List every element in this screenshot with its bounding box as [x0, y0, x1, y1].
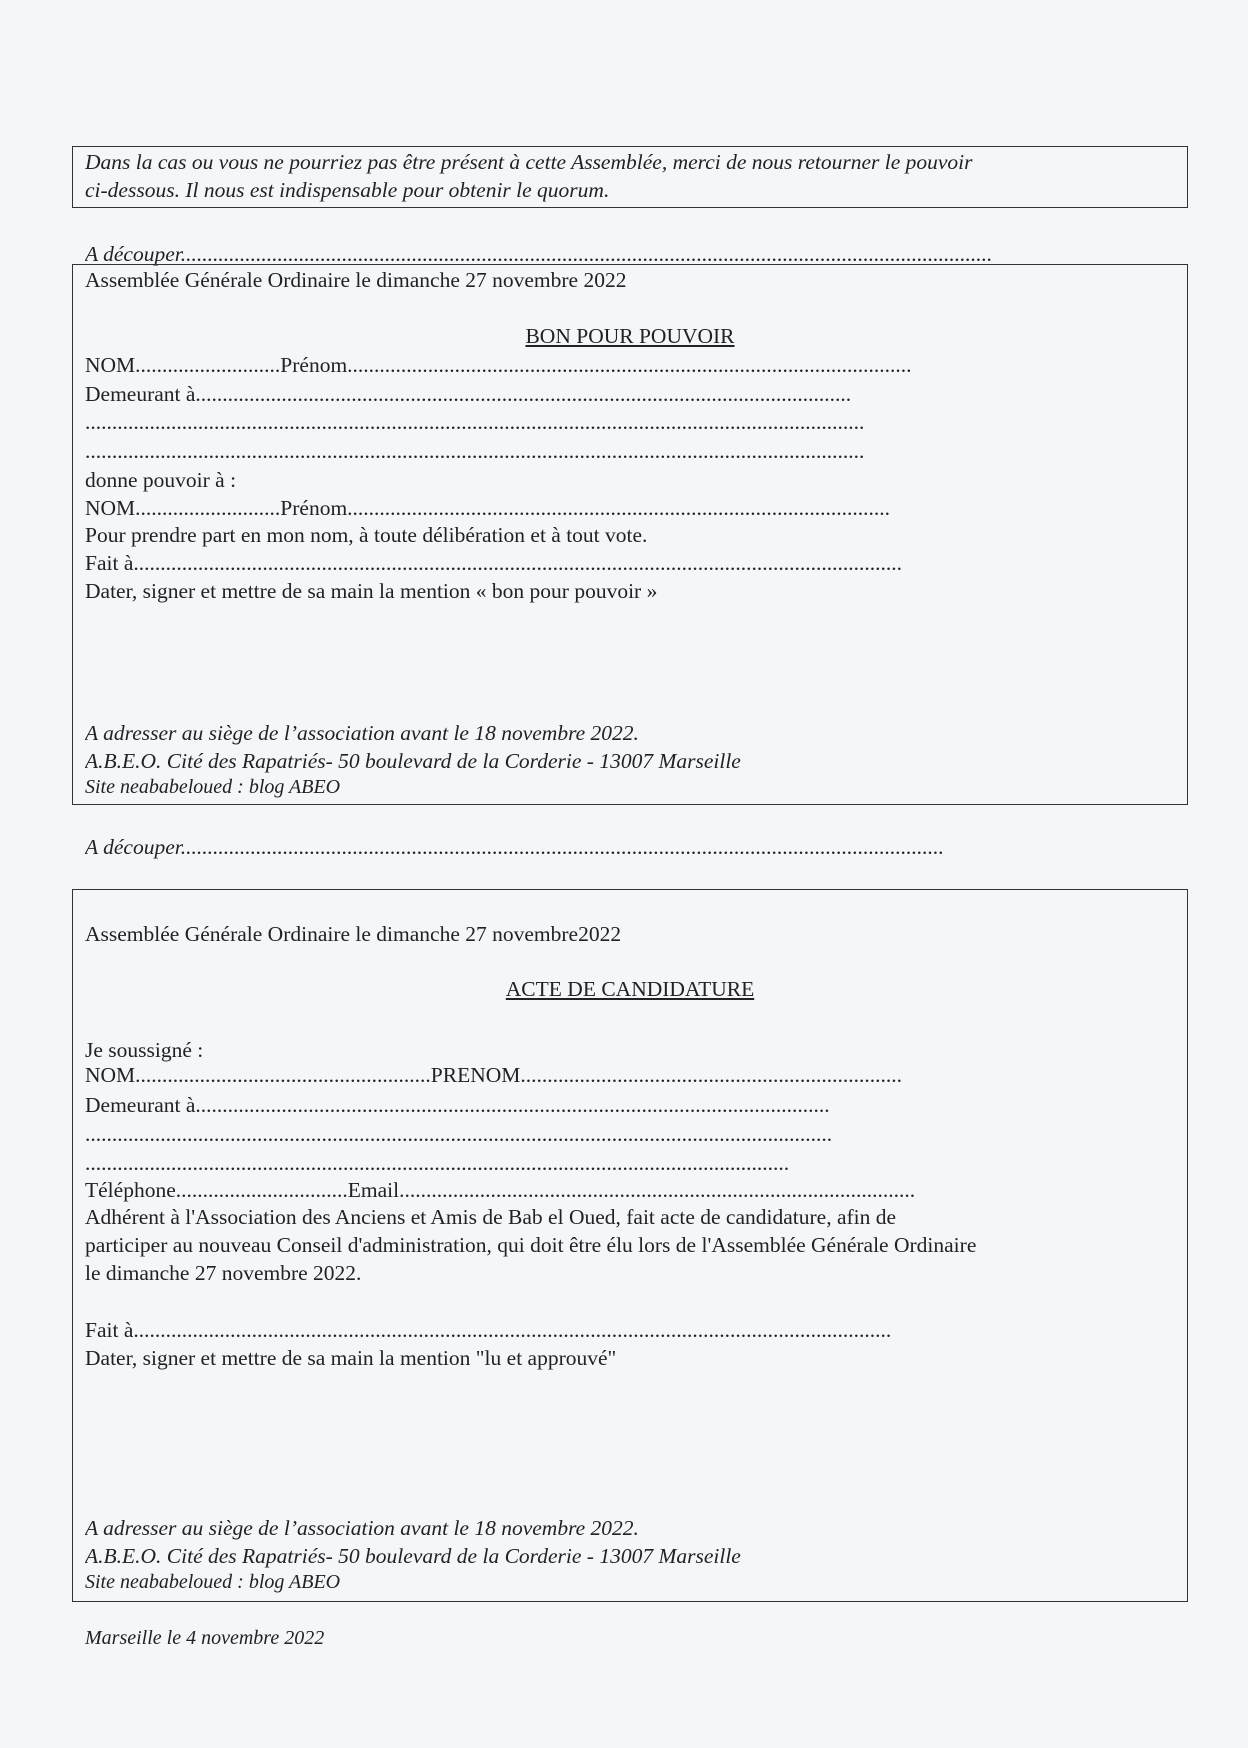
candidacy-text-2: participer au nouveau Conseil d'administration, qui doit être élu lors de l'Assemblée Générale Ordinaire: [85, 1233, 977, 1257]
candidacy-address-line-2[interactable]: ...................................................................................................................................: [85, 1151, 790, 1175]
candidacy-address-2: A.B.E.O. Cité des Rapatriés- 50 boulevard de la Corderie - 13007 Marseille: [85, 1544, 741, 1568]
candidacy-demeurant-field[interactable]: Demeurant à......................................................................................................................: [85, 1093, 830, 1117]
candidacy-phone-email-field[interactable]: Téléphone................................Email................................................................................................: [85, 1178, 916, 1202]
candidacy-nom-field[interactable]: NOM.......................................................PRENOM.......................................................................: [85, 1063, 903, 1087]
candidacy-meeting: Assemblée Générale Ordinaire le dimanche 27 novembre2022: [85, 922, 622, 946]
proxy-address-line-2[interactable]: .................................................................................................................................................: [85, 439, 865, 463]
proxy-dater-instruction: Dater, signer et mettre de sa main la mention « bon pour pouvoir »: [85, 579, 658, 603]
cut-line-2: A découper..............................................................................................................................................: [85, 835, 944, 859]
notice-line-2: ci-dessous. Il nous est indispensable pour obtenir le quorum.: [85, 178, 610, 202]
cut-line-1: A découper.......................................................................................................................................................: [85, 242, 993, 266]
proxy-address-1: A adresser au siège de l’association avant le 18 novembre 2022.: [85, 721, 639, 745]
proxy-title: BON POUR POUVOIR: [525, 324, 735, 348]
proxy-demeurant-field[interactable]: Demeurant à..........................................................................................................................: [85, 382, 852, 406]
proxy-donne-pouvoir: donne pouvoir à :: [85, 468, 237, 492]
candidacy-soussigne: Je soussigné :: [85, 1038, 204, 1062]
proxy-nom-field[interactable]: NOM...........................Prénom.........................................................................................................: [85, 353, 912, 377]
candidacy-address-1: A adresser au siège de l’association avant le 18 novembre 2022.: [85, 1516, 639, 1540]
candidacy-address-line-1[interactable]: ...........................................................................................................................................: [85, 1122, 833, 1146]
proxy-address-line-1[interactable]: .................................................................................................................................................: [85, 410, 865, 434]
proxy-address-2: A.B.E.O. Cité des Rapatriés- 50 boulevard de la Corderie - 13007 Marseille: [85, 749, 741, 773]
notice-line-1: Dans la cas ou vous ne pourriez pas être présent à cette Assemblée, merci de nous retourner le pouvoir: [85, 150, 973, 174]
candidacy-title: ACTE DE CANDIDATURE: [505, 977, 755, 1001]
proxy-nom-field-2[interactable]: NOM...........................Prénom.....................................................................................................: [85, 496, 891, 520]
proxy-address-3: Site neababeloued : blog ABEO: [85, 776, 341, 798]
candidacy-fait-field[interactable]: Fait à.............................................................................................................................................: [85, 1318, 892, 1342]
candidacy-dater-instruction: Dater, signer et mettre de sa main la mention "lu et approuvé": [85, 1346, 617, 1370]
proxy-meeting: Assemblée Générale Ordinaire le dimanche 27 novembre 2022: [85, 268, 627, 292]
proxy-pour-text: Pour prendre part en mon nom, à toute délibération et à tout vote.: [85, 523, 648, 547]
candidacy-address-3: Site neababeloued : blog ABEO: [85, 1571, 341, 1593]
candidacy-text-1: Adhérent à l'Association des Anciens et Amis de Bab el Oued, fait acte de candidature, afin de: [85, 1205, 897, 1229]
proxy-fait-field[interactable]: Fait à...............................................................................................................................................: [85, 551, 902, 575]
footer-date: Marseille le 4 novembre 2022: [85, 1627, 325, 1649]
candidacy-text-3: le dimanche 27 novembre 2022.: [85, 1261, 362, 1285]
